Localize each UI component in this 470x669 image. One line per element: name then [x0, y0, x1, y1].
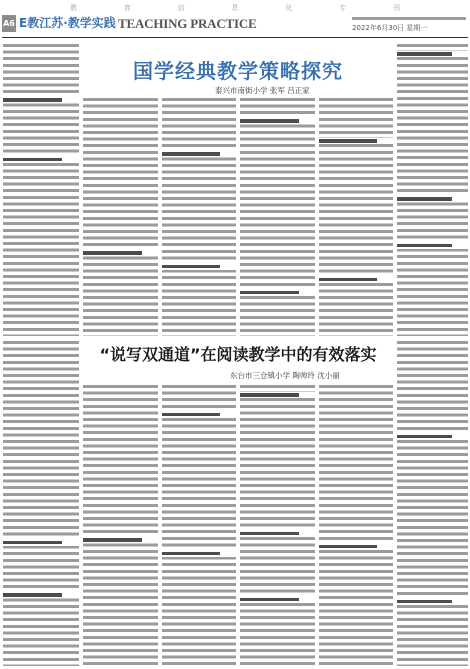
band-char: 专: [339, 4, 347, 12]
article-byline: 泰兴市南街小学 张军 吕正家: [215, 86, 310, 95]
article-column: [3, 341, 79, 666]
section-heading: [240, 596, 315, 603]
section-heading: [3, 156, 79, 163]
article-column: [3, 44, 79, 336]
section-heading: [397, 598, 468, 605]
section-heading: [162, 550, 236, 557]
article-column: [83, 98, 158, 336]
section-heading: [397, 51, 468, 58]
article-byline: 东台市三仓镇小学 陶帅玲 沈小丽: [230, 371, 340, 380]
editor-credits: [352, 17, 466, 20]
article-column: [319, 385, 393, 666]
band-char: 刊: [392, 4, 400, 12]
article-column: [240, 385, 315, 666]
section-heading: [397, 433, 468, 440]
band-char: 教: [70, 4, 77, 12]
band-char: 育: [123, 4, 131, 12]
article-column: [397, 44, 468, 336]
section-heading: [83, 250, 158, 257]
section-heading: [319, 276, 393, 283]
section-heading: [83, 537, 158, 544]
band-char: 息: [231, 4, 239, 12]
page-number: A6: [2, 15, 16, 32]
section-heading: [3, 539, 79, 546]
article-title: 国学经典教学策略探究: [133, 59, 343, 83]
article-title: “说写双通道”在阅读教学中的有效落实: [99, 345, 377, 364]
article-column: [319, 98, 393, 336]
masthead-band: [70, 3, 400, 13]
article-column: [162, 98, 236, 336]
issue-date: 2022年6月30日 星期一: [352, 24, 428, 32]
band-char: 化: [285, 4, 293, 12]
section-heading: [3, 97, 79, 104]
article-column: [240, 98, 315, 336]
section-heading: [3, 592, 79, 599]
article-column: [83, 385, 158, 666]
band-char: 信: [177, 4, 185, 12]
section-heading: [240, 289, 315, 296]
section-name: E教江苏·教学实践: [19, 16, 116, 30]
section-heading: [162, 151, 236, 158]
section-heading: [397, 242, 468, 249]
article-column: [397, 341, 468, 666]
section-heading: [240, 530, 315, 537]
masthead-rule: [2, 37, 468, 38]
section-heading: [319, 138, 393, 145]
article-column: [162, 385, 236, 666]
section-heading: [162, 411, 236, 418]
section-heading: [319, 543, 393, 550]
section-heading: [397, 196, 468, 203]
section-heading: [240, 392, 315, 399]
section-name-en: TEACHING PRACTICE: [118, 16, 257, 31]
section-heading: [162, 263, 236, 270]
section-heading: [240, 118, 315, 125]
